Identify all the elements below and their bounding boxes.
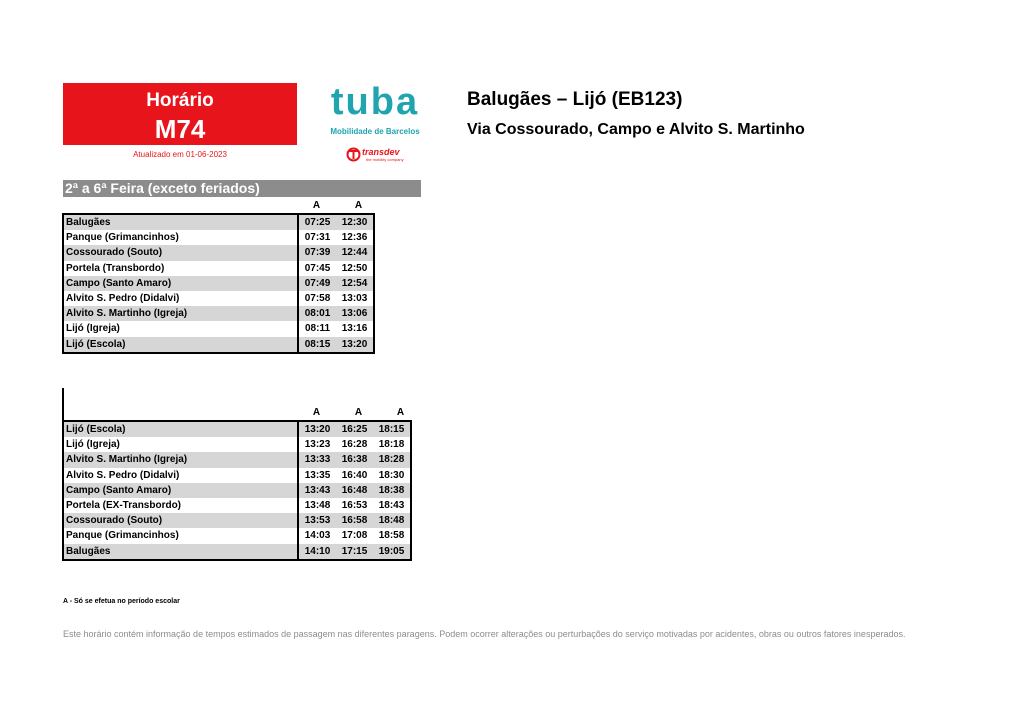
stop-name: Campo (Santo Amaro) xyxy=(63,276,298,291)
table-row xyxy=(63,321,374,336)
transdev-logo xyxy=(346,146,436,164)
table-row xyxy=(63,337,374,353)
stop-name: Cossourado (Souto) xyxy=(63,513,298,528)
transdev-icon xyxy=(346,147,361,162)
departure-time: 07:25 xyxy=(298,214,336,230)
departure-time: 18:30 xyxy=(378,469,405,481)
departure-time: 16:25 xyxy=(336,421,373,437)
departure-time: 16:53 xyxy=(341,500,368,512)
table-row xyxy=(63,468,411,483)
stop-name: Alvito S. Pedro (Didalvi) xyxy=(66,469,180,481)
stop-name: Lijó (Igreja) xyxy=(66,439,120,451)
departure-time: 13:33 xyxy=(298,452,336,467)
departure-time: 18:18 xyxy=(378,439,405,451)
departure-time: 12:54 xyxy=(336,276,374,291)
column-header: A xyxy=(354,200,363,211)
departure-time: 13:20 xyxy=(336,337,374,353)
table-divider xyxy=(62,388,64,421)
table-row xyxy=(63,276,374,291)
table-row xyxy=(63,421,411,437)
stop-name: Lijó (Igreja) xyxy=(66,323,120,335)
logo-tagline: Mobilidade de Barcelos xyxy=(330,127,420,136)
stop-name: Alvito S. Martinho (Igreja) xyxy=(63,452,298,467)
departure-time: 18:48 xyxy=(373,513,411,528)
departure-time: 07:31 xyxy=(298,230,336,245)
stop-name: Alvito S. Martinho (Igreja) xyxy=(63,306,298,321)
column-header: A xyxy=(354,407,363,418)
outbound-timetable xyxy=(62,213,375,354)
departure-time: 13:03 xyxy=(341,293,368,305)
route-via: Via Cossourado, Campo e Alvito S. Martinho xyxy=(467,121,805,138)
departure-time: 12:50 xyxy=(341,262,368,274)
departure-time: 08:11 xyxy=(298,321,336,336)
transdev-name: transdev xyxy=(362,147,400,157)
stop-name: Panque (Grimancinhos) xyxy=(66,232,179,244)
table-row xyxy=(63,498,411,513)
departure-time: 13:16 xyxy=(341,323,368,335)
departure-time: 16:38 xyxy=(336,452,373,467)
table-row xyxy=(63,437,411,452)
departure-time: 07:39 xyxy=(298,245,336,260)
departure-time: 14:10 xyxy=(298,544,336,560)
transdev-tagline: the mobility company xyxy=(366,157,404,162)
departure-time: 13:23 xyxy=(298,437,336,452)
departure-time: 13:35 xyxy=(298,468,336,483)
route-title: Balugães – Lijó (EB123) xyxy=(467,89,683,110)
departure-time: 13:20 xyxy=(298,421,336,437)
departure-time: 16:28 xyxy=(341,439,368,451)
stop-name: Balugães xyxy=(63,544,298,560)
column-header: A xyxy=(396,407,405,418)
tuba-logo xyxy=(305,81,445,121)
stop-name: Portela (Transbordo) xyxy=(66,262,165,274)
table-row xyxy=(63,513,411,528)
departure-time: 13:06 xyxy=(336,306,374,321)
footnote: A - Só se efetua no período escolar xyxy=(63,598,180,605)
departure-time: 13:43 xyxy=(298,483,336,498)
stop-name: Lijó (Escola) xyxy=(63,337,298,353)
departure-time: 13:48 xyxy=(298,498,336,513)
departure-time: 18:15 xyxy=(373,421,411,437)
stop-name: Cossourado (Souto) xyxy=(63,245,298,260)
departure-time: 12:36 xyxy=(341,232,368,244)
departure-time: 19:05 xyxy=(373,544,411,560)
departure-time: 08:01 xyxy=(298,306,336,321)
stop-name: Lijó (Escola) xyxy=(63,421,298,437)
schedule-header-box xyxy=(63,83,297,145)
table-row xyxy=(63,261,374,276)
table-row xyxy=(63,544,411,560)
stop-name: Panque (Grimancinhos) xyxy=(66,530,179,542)
departure-time: 14:03 xyxy=(298,528,336,543)
stop-name: Portela (EX-Transbordo) xyxy=(66,500,182,512)
departure-time: 18:38 xyxy=(373,483,411,498)
schedule-label: Horário xyxy=(146,90,214,111)
departure-time: 07:45 xyxy=(298,261,336,276)
departure-time: 08:15 xyxy=(298,337,336,353)
departure-time: 18:58 xyxy=(378,530,405,542)
table-row xyxy=(63,528,411,543)
column-header: A xyxy=(312,200,321,211)
departure-time: 16:58 xyxy=(336,513,373,528)
table-row xyxy=(63,214,374,230)
departure-time: 18:28 xyxy=(373,452,411,467)
table-row xyxy=(63,452,411,467)
table-row xyxy=(63,291,374,306)
stop-name: Alvito S. Pedro (Didalvi) xyxy=(66,293,180,305)
column-header: A xyxy=(312,407,321,418)
departure-time: 12:30 xyxy=(336,214,374,230)
table-row xyxy=(63,306,374,321)
departure-time: 07:58 xyxy=(298,291,336,306)
stop-name: Campo (Santo Amaro) xyxy=(63,483,298,498)
departure-time: 12:44 xyxy=(336,245,374,260)
departure-time: 17:08 xyxy=(341,530,368,542)
departure-time: 07:49 xyxy=(298,276,336,291)
tuba-logo-text: tuba xyxy=(330,81,420,121)
departure-time: 16:48 xyxy=(336,483,373,498)
table-row xyxy=(63,245,374,260)
return-timetable xyxy=(62,420,412,561)
updated-date: Atualizado em 01-06-2023 xyxy=(133,150,227,159)
departure-time: 17:15 xyxy=(336,544,373,560)
departure-time: 18:43 xyxy=(378,500,405,512)
departure-time: 13:53 xyxy=(298,513,336,528)
table-row xyxy=(63,483,411,498)
line-number: M74 xyxy=(154,114,206,144)
table-row xyxy=(63,230,374,245)
disclaimer: Este horário contém informação de tempos estimados de passagem nas diferentes paragens. Podem ocorrer alterações ou perturbações do serviço motivadas por acidentes, obras ou outros fatores inesperados. xyxy=(63,629,906,639)
departure-time: 16:40 xyxy=(341,469,368,481)
day-type-bar: 2ª a 6ª Feira (exceto feriados) xyxy=(63,180,421,197)
stop-name: Balugães xyxy=(63,214,298,230)
